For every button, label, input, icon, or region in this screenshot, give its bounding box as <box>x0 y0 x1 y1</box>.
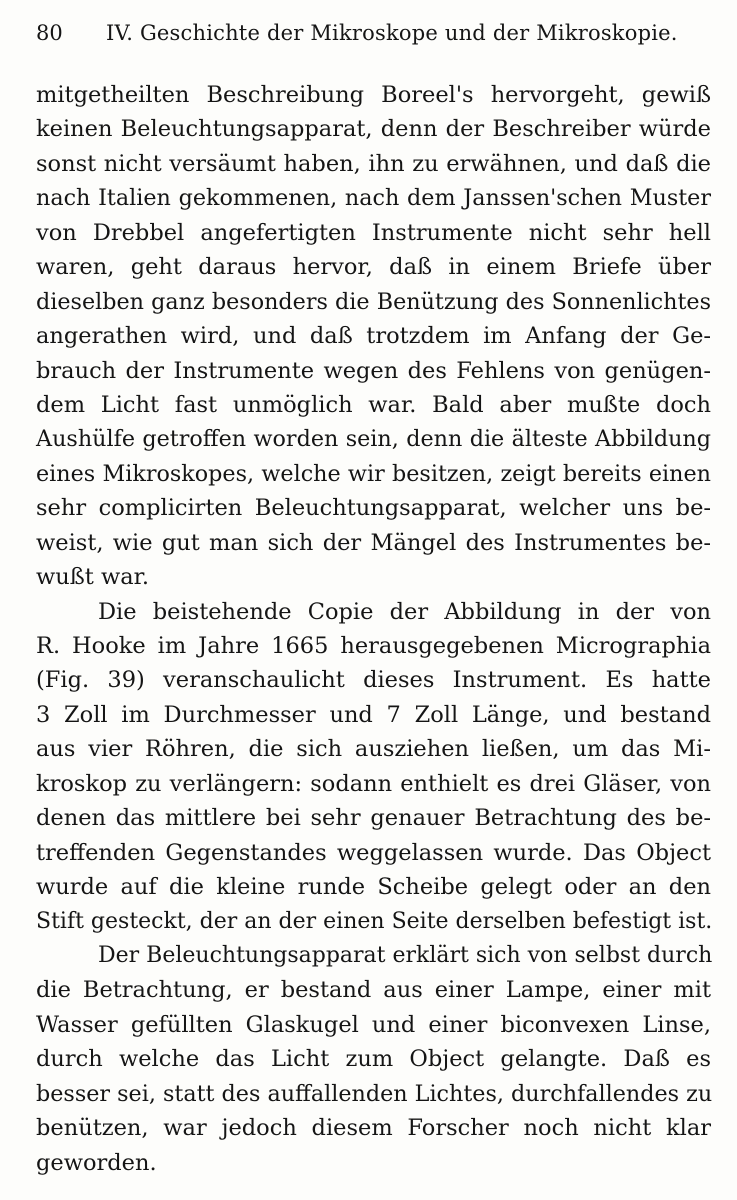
text-line: waren, geht daraus hervor, daß in einem Briefe über <box>36 254 711 281</box>
text-line: R. Hooke im Jahre 1665 herausgegebenen Micrographia <box>36 633 711 659</box>
text-line: (Fig. 39) veranschaulicht dieses Instrument. Es hatte <box>36 667 711 694</box>
text-line: treffenden Gegenstandes weggelassen wurde. Das Object <box>36 839 711 866</box>
text-line: durch welche das Licht zum Object gelangte. Daß es <box>36 1046 711 1073</box>
running-title: IV. Geschichte der Mikroskope und der Mikroskopie. <box>106 21 678 45</box>
text-line: besser sei, statt des auffallenden Lichtes, durchfallendes zu <box>36 1080 713 1107</box>
text-line: wurde auf die kleine runde Scheibe gelegt oder an den <box>36 874 711 901</box>
text-line: dem Licht fast unmöglich war. Bald aber mußte doch <box>36 391 711 418</box>
text-line: dieselben ganz besonders die Benützung des Sonnenlichtes <box>36 288 711 315</box>
text-line: die Betrachtung, er bestand aus einer Lampe, einer mit <box>36 977 711 1004</box>
body-text <box>36 78 711 1180</box>
text-line: benützen, war jedoch diesem Forscher noch nicht klar <box>36 1115 711 1142</box>
text-line: eines Mikroskopes, welche wir besitzen, zeigt bereits einen <box>36 460 711 487</box>
text-line: brauch der Instrumente wegen des Fehlens von genügen- <box>36 357 711 384</box>
text-line: geworden. <box>36 1149 157 1176</box>
text-line: Stift gesteckt, der an der einen Seite derselben befestigt ist. <box>36 908 713 934</box>
page-number: 80 <box>36 21 63 45</box>
text-line: kroskop zu verlängern: sodann enthielt es drei Gläser, von <box>36 770 711 797</box>
text-line: weist, wie gut man sich der Mängel des Instrumentes be- <box>36 529 711 556</box>
text-line: angerathen wird, und daß trotzdem im Anfang der Ge- <box>36 323 711 350</box>
page-header <box>36 16 716 50</box>
text-line: denen das mittlere bei sehr genauer Betrachtung des be- <box>36 805 711 832</box>
text-line: keinen Beleuchtungsapparat, denn der Beschreiber würde <box>36 116 711 143</box>
text-line: von Drebbel angefertigten Instrumente nicht sehr hell <box>36 219 711 246</box>
text-line: 3 Zoll im Durchmesser und 7 Zoll Länge, und bestand <box>36 701 711 728</box>
text-line: sehr complicirten Beleuchtungsapparat, welcher uns be- <box>36 495 711 522</box>
paragraph-3 <box>36 939 711 1180</box>
paragraph-2 <box>36 595 711 939</box>
text-line: Der Beleuchtungsapparat erklärt sich von selbst durch <box>98 942 713 968</box>
text-line: nach Italien gekommenen, nach dem Janssen'schen Muster <box>36 185 711 212</box>
text-line: Aushülfe getroffen worden sein, denn die älteste Abbildung <box>36 426 711 453</box>
text-line: aus vier Röhren, die sich ausziehen ließen, um das Mi- <box>36 736 711 763</box>
paragraph-1 <box>36 78 711 595</box>
text-line: Wasser gefüllten Glaskugel und einer biconvexen Linse, <box>36 1011 711 1038</box>
text-line: sonst nicht versäumt haben, ihn zu erwähnen, und daß die <box>36 150 711 177</box>
text-line: Die beistehende Copie der Abbildung in der von <box>98 598 711 625</box>
text-line: wußt war. <box>36 564 150 591</box>
text-line: mitgetheilten Beschreibung Boreel's hervorgeht, gewiß <box>36 82 711 108</box>
